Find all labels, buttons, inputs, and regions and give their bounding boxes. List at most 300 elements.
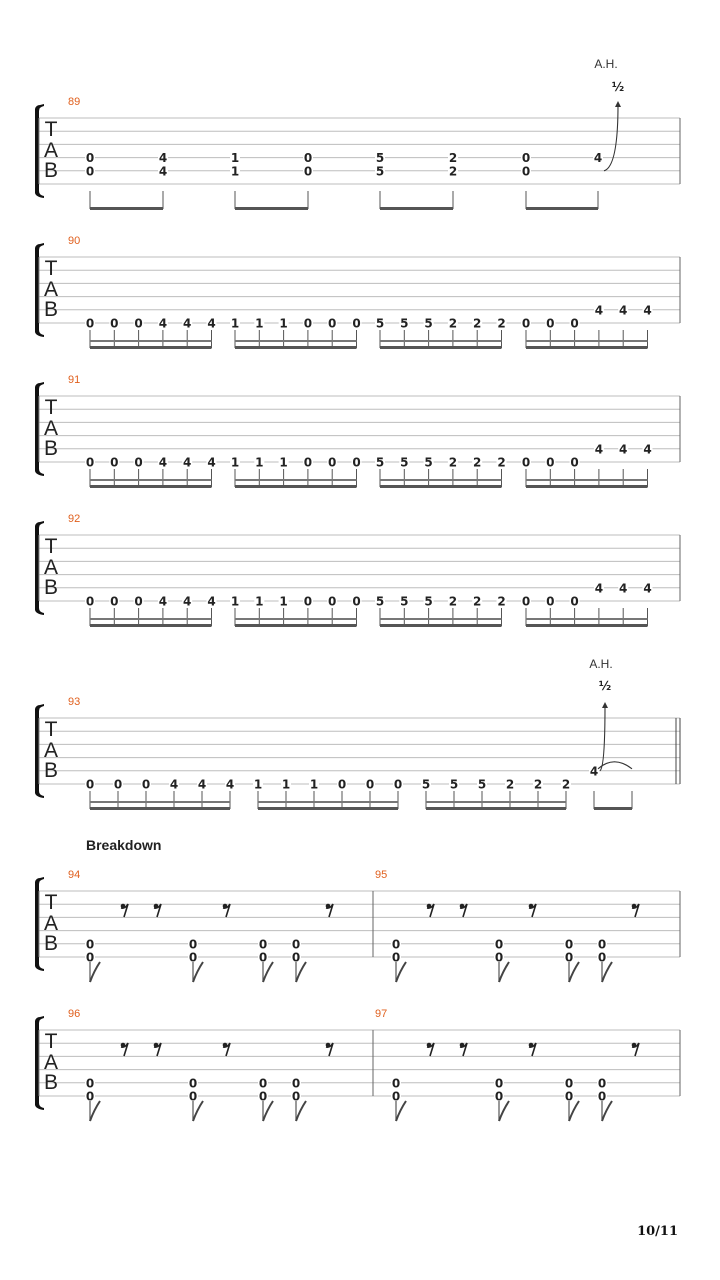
fret-number: 4 — [594, 303, 604, 318]
fret-number: 0 — [328, 594, 337, 609]
note — [158, 456, 168, 470]
note — [375, 595, 385, 609]
measure-number: 90 — [68, 235, 81, 247]
fret-number: 2 — [448, 164, 458, 179]
note — [570, 456, 580, 470]
note-beam — [235, 346, 357, 349]
note-beam — [258, 807, 398, 810]
fret-number: 0 — [303, 164, 313, 179]
eighth-rest — [326, 1043, 333, 1056]
fret-number: 0 — [564, 1089, 574, 1104]
fret-number: 4 — [158, 164, 168, 179]
note — [134, 595, 144, 609]
fret-number: 0 — [352, 594, 361, 609]
fret-number: 1 — [281, 777, 291, 792]
eighth-rest — [632, 1043, 639, 1056]
fret-number: 0 — [352, 316, 361, 331]
note-beam — [235, 340, 357, 342]
tab-clef-letter: B — [43, 1071, 59, 1094]
note — [207, 317, 217, 331]
fret-number: 1 — [279, 316, 288, 331]
fret-number: 4 — [158, 316, 168, 331]
fret-number: 0 — [570, 455, 579, 470]
note — [448, 164, 458, 178]
note-beam — [380, 340, 502, 342]
fret-number: 4 — [169, 777, 179, 792]
tab-clef-letter: A — [43, 139, 59, 162]
eighth-rest — [223, 904, 230, 917]
note — [533, 778, 543, 792]
fret-number: 0 — [494, 950, 504, 965]
fret-number: 0 — [85, 1089, 95, 1104]
note — [85, 1076, 95, 1090]
fret-number: 0 — [258, 950, 268, 965]
fret-number: 0 — [85, 455, 95, 470]
note — [169, 778, 179, 792]
note — [113, 778, 123, 792]
note — [561, 778, 571, 792]
note — [375, 317, 385, 331]
fret-number: 5 — [449, 777, 459, 792]
bend-arrow — [615, 101, 621, 107]
fret-number: 0 — [494, 1089, 504, 1104]
note-beam — [380, 207, 453, 210]
note — [188, 937, 198, 951]
tab-clef-letter: T — [44, 396, 58, 419]
note — [448, 456, 458, 470]
fret-number: 4 — [158, 594, 168, 609]
note-flag — [602, 1101, 612, 1121]
note-beam — [526, 207, 598, 210]
fret-number: 0 — [85, 777, 95, 792]
note — [254, 317, 264, 331]
tab-clef-letter: T — [44, 718, 58, 741]
note — [85, 778, 95, 792]
fret-number: 4 — [643, 303, 652, 318]
tab-clef-letter: B — [43, 932, 59, 955]
fret-number: 0 — [110, 594, 119, 609]
fret-number: 0 — [597, 1076, 607, 1091]
fret-number: 2 — [473, 594, 482, 609]
note-beam — [526, 346, 648, 349]
fret-number: 1 — [279, 594, 288, 609]
note-beam — [90, 340, 212, 342]
note-beam — [90, 624, 212, 627]
fret-number: 4 — [158, 455, 168, 470]
eighth-rest — [529, 1043, 536, 1056]
note — [497, 317, 507, 331]
note — [424, 317, 434, 331]
note — [421, 778, 431, 792]
note — [521, 595, 531, 609]
eighth-rest — [460, 1043, 467, 1056]
fret-number: 4 — [183, 316, 192, 331]
note — [472, 317, 482, 331]
tab-clef-letter: T — [44, 535, 58, 558]
fret-number: 0 — [393, 777, 403, 792]
fret-number: 1 — [255, 316, 264, 331]
note — [230, 317, 240, 331]
fret-number: 4 — [183, 594, 192, 609]
fret-number: 0 — [494, 937, 504, 952]
note — [570, 595, 580, 609]
note — [327, 595, 337, 609]
measure-number: 97 — [375, 1008, 388, 1020]
eighth-rest — [427, 904, 434, 917]
note — [85, 151, 95, 165]
fret-number: 0 — [85, 151, 95, 166]
fret-number: 0 — [85, 937, 95, 952]
fret-number: 0 — [521, 594, 531, 609]
note — [545, 317, 555, 331]
tab-clef-letter: A — [43, 417, 59, 440]
note — [643, 303, 653, 317]
fret-number: 0 — [258, 1089, 268, 1104]
eighth-rest — [427, 1043, 434, 1056]
note — [589, 764, 599, 778]
note — [207, 456, 217, 470]
note-beam — [526, 485, 648, 488]
fret-number: 4 — [619, 442, 628, 457]
note-flag — [569, 1101, 579, 1121]
fret-number: 0 — [303, 594, 313, 609]
fret-number: 2 — [448, 151, 458, 166]
fret-number: 0 — [188, 937, 198, 952]
measure-number: 91 — [68, 374, 81, 386]
fret-number: 0 — [597, 1089, 607, 1104]
eighth-rest — [529, 904, 536, 917]
page-number: 10/11 — [637, 1224, 678, 1239]
tab-clef-letter: A — [43, 278, 59, 301]
note-beam — [594, 807, 632, 810]
note — [85, 595, 95, 609]
fret-number: 5 — [400, 316, 409, 331]
note — [303, 164, 313, 178]
note — [375, 164, 385, 178]
tab-clef-letter: T — [44, 118, 58, 141]
note — [258, 1076, 268, 1090]
tab-clef-letter: B — [43, 298, 59, 321]
fret-number: 0 — [188, 1089, 198, 1104]
note-beam — [235, 485, 357, 488]
fret-number: 0 — [141, 777, 151, 792]
note — [375, 456, 385, 470]
note — [494, 1076, 504, 1090]
bend-curve — [600, 706, 605, 771]
fret-number: 1 — [255, 594, 264, 609]
note-beam — [380, 485, 502, 488]
fret-number: 0 — [597, 950, 607, 965]
fret-number: 1 — [230, 316, 240, 331]
note — [109, 317, 119, 331]
note-beam — [90, 346, 212, 349]
note — [85, 937, 95, 951]
fret-number: 5 — [424, 455, 433, 470]
note — [337, 778, 347, 792]
eighth-rest — [154, 904, 161, 917]
note-beam — [526, 618, 648, 620]
note-beam — [526, 624, 648, 627]
fret-number: 0 — [258, 1076, 268, 1091]
note — [158, 595, 168, 609]
note — [279, 317, 289, 331]
note-beam — [380, 346, 502, 349]
fret-number: 5 — [400, 594, 409, 609]
note-beam — [90, 807, 230, 810]
note — [254, 595, 264, 609]
fret-number: 0 — [291, 937, 301, 952]
note — [505, 778, 515, 792]
note-beam — [526, 340, 648, 342]
note-beam — [90, 485, 212, 488]
tab-clef-letter: T — [44, 891, 58, 914]
note — [494, 937, 504, 951]
note — [134, 456, 144, 470]
note — [521, 456, 531, 470]
note — [230, 595, 240, 609]
fret-number: 2 — [497, 316, 506, 331]
measure-number: 92 — [68, 513, 81, 525]
note — [230, 456, 240, 470]
note — [399, 317, 409, 331]
fret-number: 1 — [255, 455, 264, 470]
fret-number: 2 — [473, 455, 482, 470]
note — [448, 317, 458, 331]
fret-number: 1 — [309, 777, 319, 792]
eighth-rest — [121, 1043, 128, 1056]
fret-number: 4 — [619, 303, 628, 318]
fret-number: 4 — [207, 594, 216, 609]
fret-number: 0 — [521, 164, 531, 179]
fret-number: 5 — [375, 316, 385, 331]
note — [448, 151, 458, 165]
note-flag — [396, 962, 406, 982]
fret-number: 4 — [594, 581, 604, 596]
note — [141, 778, 151, 792]
note — [230, 164, 240, 178]
fret-number: 0 — [291, 1076, 301, 1091]
note-flag — [396, 1101, 406, 1121]
note — [253, 778, 263, 792]
note — [521, 164, 531, 178]
fret-number: 0 — [570, 316, 579, 331]
fret-number: 1 — [230, 455, 240, 470]
tab-clef-letter: A — [43, 1051, 59, 1074]
note — [399, 456, 409, 470]
fret-number: 4 — [207, 455, 216, 470]
fret-number: 0 — [188, 1076, 198, 1091]
eighth-rest — [154, 1043, 161, 1056]
note — [197, 778, 207, 792]
note — [182, 456, 192, 470]
fret-number: 1 — [230, 151, 240, 166]
note — [393, 778, 403, 792]
fret-number: 0 — [521, 316, 531, 331]
fret-number: 4 — [197, 777, 207, 792]
note — [564, 1076, 574, 1090]
eighth-rest — [326, 904, 333, 917]
fret-number: 2 — [533, 777, 543, 792]
note — [618, 442, 628, 456]
note — [303, 595, 313, 609]
fret-number: 0 — [303, 455, 313, 470]
note — [597, 1076, 607, 1090]
note-flag — [296, 962, 306, 982]
note — [281, 778, 291, 792]
note-flag — [296, 1101, 306, 1121]
fret-number: 5 — [424, 594, 433, 609]
fret-number: 4 — [643, 581, 652, 596]
eighth-rest — [121, 904, 128, 917]
fret-number: 2 — [505, 777, 515, 792]
tab-clef-letter: A — [43, 739, 59, 762]
measure-number: 96 — [68, 1008, 81, 1020]
fret-number: 0 — [570, 594, 579, 609]
note-beam — [90, 801, 230, 803]
fret-number: 4 — [225, 777, 235, 792]
note — [375, 151, 385, 165]
note-flag — [90, 1101, 100, 1121]
fret-number: 4 — [619, 581, 628, 596]
note-beam — [90, 479, 212, 481]
fret-number: 0 — [303, 151, 313, 166]
fret-number: 0 — [391, 937, 401, 952]
note-flag — [602, 962, 612, 982]
note-flag — [499, 1101, 509, 1121]
note — [182, 317, 192, 331]
note — [134, 317, 144, 331]
fret-number: 2 — [448, 316, 458, 331]
artificial-harmonic-label: A.H. — [594, 57, 618, 71]
note-flag — [193, 962, 203, 982]
fret-number: 4 — [593, 151, 603, 166]
fret-number: 0 — [546, 594, 555, 609]
note — [594, 581, 604, 595]
fret-number: 0 — [546, 455, 555, 470]
tab-clef-letter: T — [44, 257, 58, 280]
fret-number: 5 — [421, 777, 431, 792]
note — [327, 456, 337, 470]
note-flag — [90, 962, 100, 982]
note — [207, 595, 217, 609]
note — [291, 1076, 301, 1090]
note-beam — [380, 479, 502, 481]
note — [545, 595, 555, 609]
fret-number: 0 — [85, 594, 95, 609]
fret-number: 0 — [521, 151, 531, 166]
fret-number: 0 — [134, 316, 143, 331]
note-beam — [380, 624, 502, 627]
fret-number: 4 — [589, 764, 599, 779]
fret-number: 0 — [597, 937, 607, 952]
note — [521, 151, 531, 165]
fret-number: 1 — [253, 777, 263, 792]
note — [424, 595, 434, 609]
note — [399, 595, 409, 609]
note — [109, 595, 119, 609]
note-beam — [90, 207, 163, 210]
fret-number: 1 — [230, 594, 240, 609]
note-beam — [258, 801, 398, 803]
note — [597, 937, 607, 951]
note — [618, 303, 628, 317]
fret-number: 5 — [375, 455, 385, 470]
note — [85, 164, 95, 178]
note — [497, 456, 507, 470]
fret-number: 2 — [497, 594, 506, 609]
note — [109, 456, 119, 470]
fret-number: 4 — [643, 442, 652, 457]
note — [545, 456, 555, 470]
note — [291, 937, 301, 951]
fret-number: 1 — [230, 164, 240, 179]
fret-number: 0 — [134, 594, 143, 609]
eighth-rest — [460, 904, 467, 917]
fret-number: 0 — [85, 1076, 95, 1091]
note-beam — [90, 618, 212, 620]
section-label-breakdown: Breakdown — [86, 837, 162, 853]
fret-number: 2 — [561, 777, 571, 792]
measure-number: 93 — [68, 696, 81, 708]
note — [225, 778, 235, 792]
note — [188, 1076, 198, 1090]
note-beam — [235, 618, 357, 620]
bend-amount-label: ½ — [611, 80, 625, 94]
bend-curve — [604, 105, 618, 171]
measure-number: 95 — [375, 869, 388, 881]
fret-number: 0 — [352, 455, 361, 470]
note — [327, 317, 337, 331]
note — [158, 317, 168, 331]
note — [594, 442, 604, 456]
fret-number: 0 — [564, 950, 574, 965]
note — [85, 456, 95, 470]
fret-number: 4 — [594, 442, 604, 457]
eighth-rest — [223, 1043, 230, 1056]
fret-number: 0 — [365, 777, 375, 792]
fret-number: 0 — [188, 950, 198, 965]
note — [449, 778, 459, 792]
fret-number: 2 — [448, 594, 458, 609]
note — [618, 581, 628, 595]
fret-number: 1 — [279, 455, 288, 470]
fret-number: 0 — [391, 1089, 401, 1104]
note — [391, 1076, 401, 1090]
note — [564, 937, 574, 951]
note — [593, 151, 603, 165]
note — [254, 456, 264, 470]
fret-number: 5 — [375, 594, 385, 609]
fret-number: 5 — [400, 455, 409, 470]
fret-number: 0 — [303, 316, 313, 331]
fret-number: 0 — [291, 1089, 301, 1104]
fret-number: 0 — [328, 455, 337, 470]
note — [279, 595, 289, 609]
note — [303, 456, 313, 470]
fret-number: 0 — [494, 1076, 504, 1091]
note-flag — [263, 962, 273, 982]
note — [497, 595, 507, 609]
fret-number: 0 — [328, 316, 337, 331]
note-beam — [235, 624, 357, 627]
note — [448, 595, 458, 609]
fret-number: 4 — [158, 151, 168, 166]
note-flag — [569, 962, 579, 982]
artificial-harmonic-label: A.H. — [589, 657, 613, 671]
fret-number: 0 — [337, 777, 347, 792]
note — [472, 456, 482, 470]
fret-number: 0 — [546, 316, 555, 331]
